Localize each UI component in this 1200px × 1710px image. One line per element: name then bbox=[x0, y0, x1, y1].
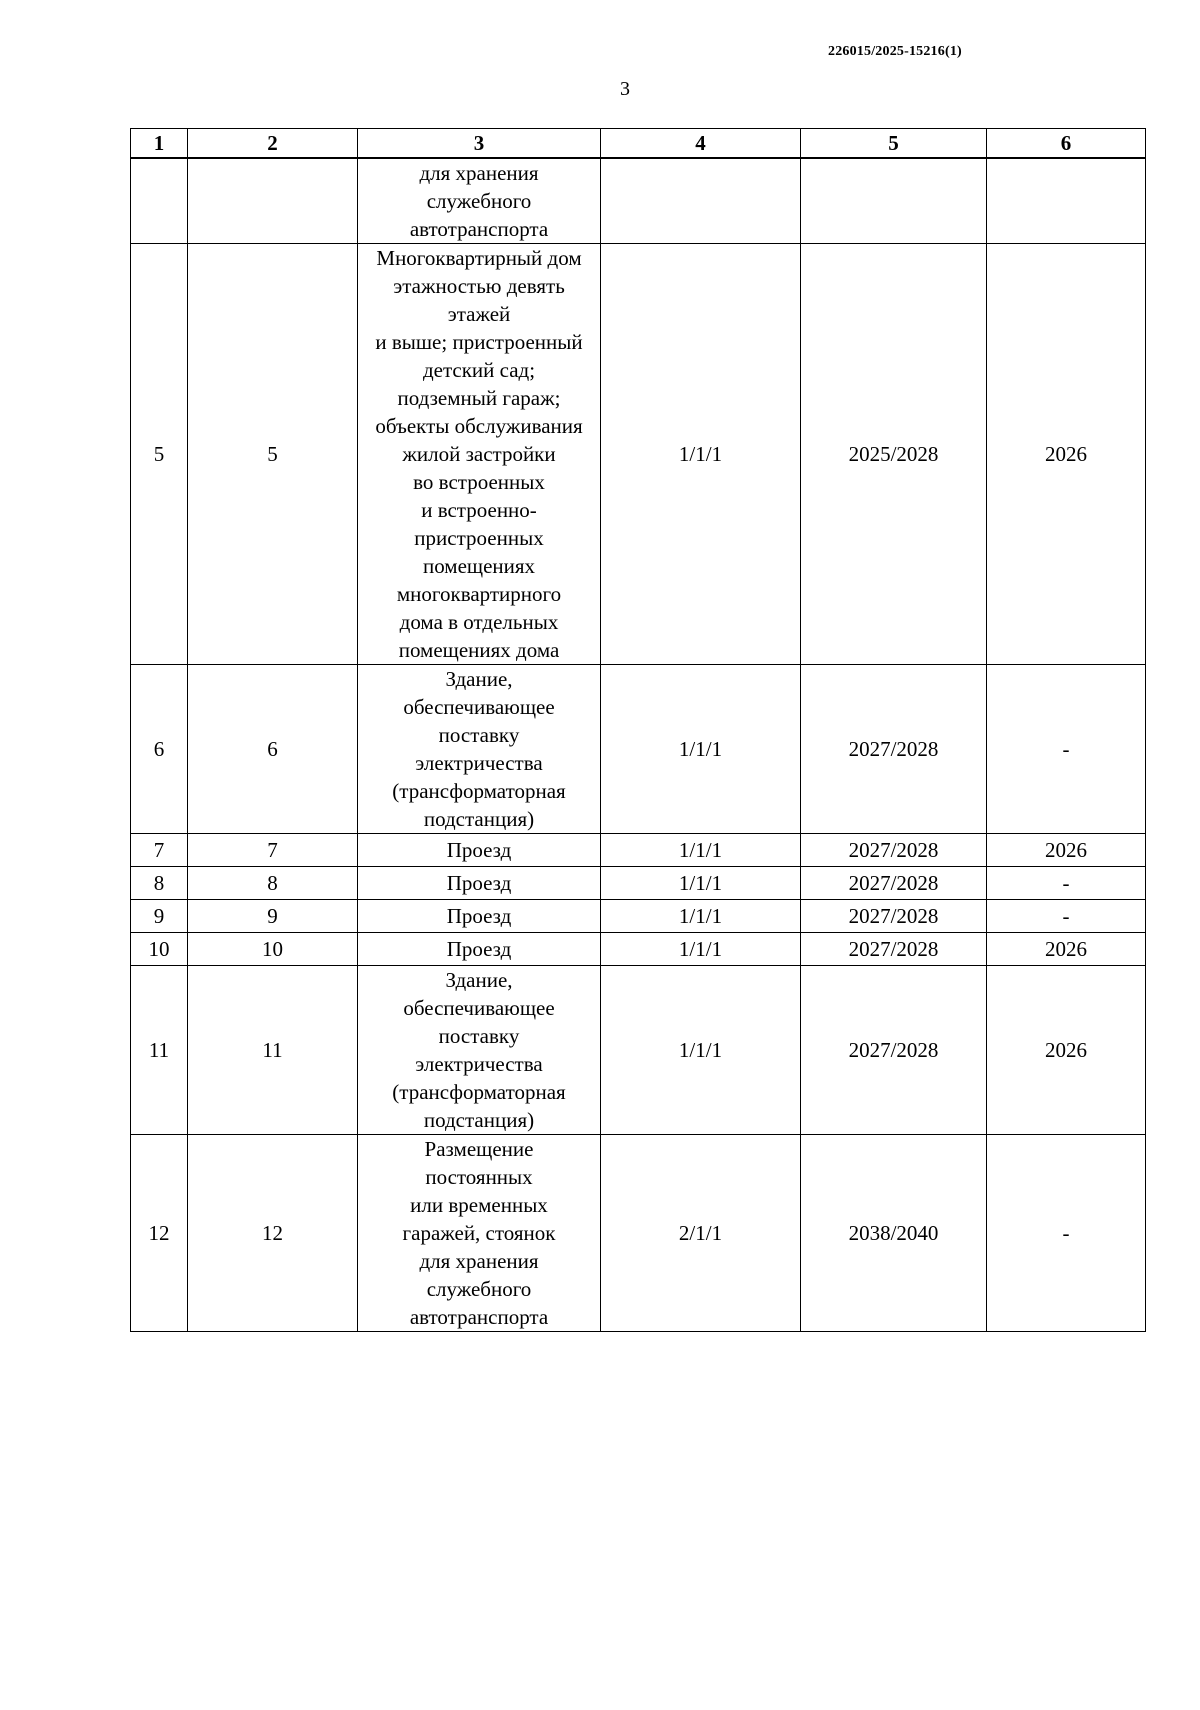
table-cell: 2038/2040 bbox=[801, 1135, 987, 1332]
table-cell bbox=[131, 158, 188, 244]
table-cell: 5 bbox=[188, 244, 358, 665]
table-cell: 11 bbox=[131, 966, 188, 1135]
table-cell: 1/1/1 bbox=[601, 867, 801, 900]
table-cell: - bbox=[987, 1135, 1146, 1332]
data-table bbox=[130, 128, 1146, 1332]
table-cell: 1/1/1 bbox=[601, 900, 801, 933]
table-cell: - bbox=[987, 867, 1146, 900]
table-cell: - bbox=[987, 665, 1146, 834]
table-cell: Здание, обеспечивающее поставку электричества (трансформаторная подстанция) bbox=[358, 665, 601, 834]
column-header: 5 bbox=[801, 129, 987, 159]
page-number: 3 bbox=[620, 78, 630, 100]
table-cell: Здание, обеспечивающее поставку электричества (трансформаторная подстанция) bbox=[358, 966, 601, 1135]
table-row bbox=[131, 966, 1146, 1135]
table-cell: для хранения служебного автотранспорта bbox=[358, 158, 601, 244]
table-row bbox=[131, 933, 1146, 966]
table-cell: 2027/2028 bbox=[801, 933, 987, 966]
table-cell bbox=[987, 158, 1146, 244]
table-cell: Проезд bbox=[358, 867, 601, 900]
table-cell: 11 bbox=[188, 966, 358, 1135]
table-cell: 1/1/1 bbox=[601, 966, 801, 1135]
table-cell: Многоквартирный дом этажностью девять этажей и выше; пристроенный детский сад; подземный гараж; объекты обслуживания жилой застройки во встроенных и встроенно- пристроенных помещениях многоквартирного дома в отдельных помещениях дома bbox=[358, 244, 601, 665]
table-cell: 2027/2028 bbox=[801, 834, 987, 867]
table-cell: 6 bbox=[131, 665, 188, 834]
table-cell: Проезд bbox=[358, 834, 601, 867]
column-header: 3 bbox=[358, 129, 601, 159]
column-header: 4 bbox=[601, 129, 801, 159]
table-cell: 7 bbox=[131, 834, 188, 867]
table-cell: Размещение постоянных или временных гаражей, стоянок для хранения служебного автотранспорта bbox=[358, 1135, 601, 1332]
table-cell: 7 bbox=[188, 834, 358, 867]
table-cell: 2025/2028 bbox=[801, 244, 987, 665]
table-cell: - bbox=[987, 900, 1146, 933]
table-row bbox=[131, 834, 1146, 867]
table-cell bbox=[801, 158, 987, 244]
table-cell: 12 bbox=[131, 1135, 188, 1332]
column-header: 6 bbox=[987, 129, 1146, 159]
table-cell: 9 bbox=[131, 900, 188, 933]
table-cell: 1/1/1 bbox=[601, 933, 801, 966]
table-cell bbox=[601, 158, 801, 244]
table-cell: 10 bbox=[131, 933, 188, 966]
table-cell: 2027/2028 bbox=[801, 665, 987, 834]
table-row bbox=[131, 158, 1146, 244]
table-cell: 10 bbox=[188, 933, 358, 966]
table-cell: Проезд bbox=[358, 900, 601, 933]
table-cell: 1/1/1 bbox=[601, 665, 801, 834]
table-cell: 2/1/1 bbox=[601, 1135, 801, 1332]
table-cell: 2026 bbox=[987, 966, 1146, 1135]
table-cell: 2027/2028 bbox=[801, 867, 987, 900]
table-cell: 6 bbox=[188, 665, 358, 834]
table-cell: 8 bbox=[188, 867, 358, 900]
table-cell: 2026 bbox=[987, 933, 1146, 966]
table-cell: 2027/2028 bbox=[801, 900, 987, 933]
table-cell: 2026 bbox=[987, 834, 1146, 867]
column-header: 1 bbox=[131, 129, 188, 159]
table-cell: 1/1/1 bbox=[601, 244, 801, 665]
table-cell: 8 bbox=[131, 867, 188, 900]
table-cell: 5 bbox=[131, 244, 188, 665]
document-number: 226015/2025-15216(1) bbox=[828, 44, 962, 59]
table-cell bbox=[188, 158, 358, 244]
table-header-row bbox=[131, 129, 1146, 159]
table-row bbox=[131, 665, 1146, 834]
column-header: 2 bbox=[188, 129, 358, 159]
table-cell: 1/1/1 bbox=[601, 834, 801, 867]
table-row bbox=[131, 244, 1146, 665]
table-cell: 12 bbox=[188, 1135, 358, 1332]
table-row bbox=[131, 900, 1146, 933]
table-row bbox=[131, 867, 1146, 900]
table-row bbox=[131, 1135, 1146, 1332]
table-cell: Проезд bbox=[358, 933, 601, 966]
table-cell: 9 bbox=[188, 900, 358, 933]
table-cell: 2027/2028 bbox=[801, 966, 987, 1135]
table-cell: 2026 bbox=[987, 244, 1146, 665]
